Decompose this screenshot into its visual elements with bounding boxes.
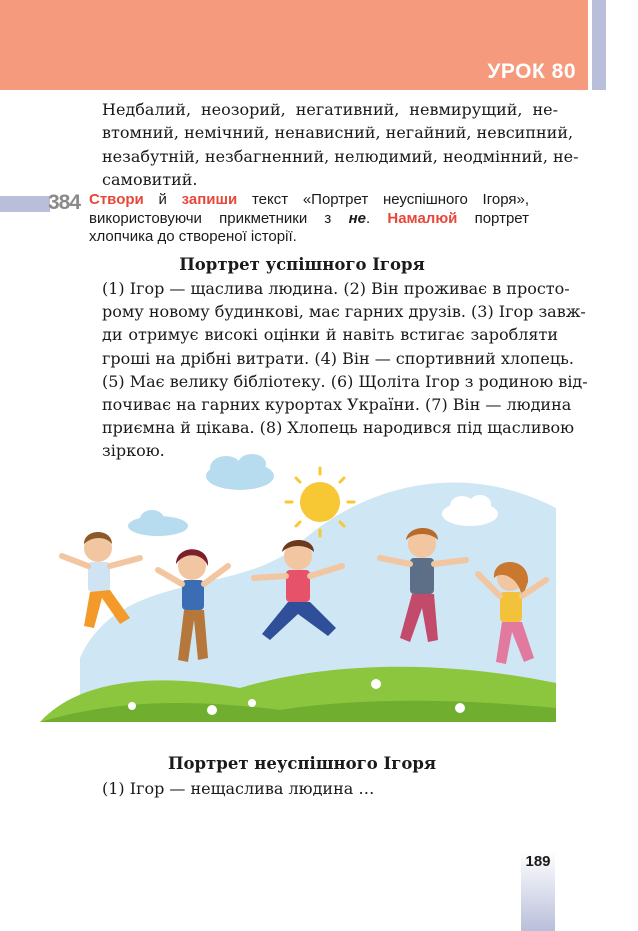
- story-line: приємна й цікава. (8) Хлопець народився під щасливою: [102, 418, 575, 438]
- story-line: почиває на гарних курортах України. (7) Він — людина: [102, 395, 572, 415]
- story-title: Портрет неуспішного Ігоря: [167, 754, 437, 773]
- jumping-children-illustration: [40, 448, 556, 722]
- story-title: Портрет успішного Ігоря: [179, 255, 425, 274]
- story-line: зіркою.: [102, 441, 165, 461]
- sun-icon: [286, 468, 354, 536]
- exercise-task: [89, 191, 529, 247]
- task-text: текст «Портрет неуспішного Ігоря»,: [251, 191, 530, 208]
- word-list: [102, 98, 579, 191]
- task-text: використовуючи прикметники з: [89, 209, 332, 227]
- lesson-title: УРОК 80: [487, 60, 576, 83]
- exercise-marker-bar: [0, 196, 50, 212]
- cloud-icon: [206, 454, 274, 490]
- cloud-icon: [128, 510, 188, 536]
- task-verb: запиши: [181, 191, 238, 208]
- story-line: (1) Ігор — щаслива людина. (2) Він проживає в просто-: [102, 279, 570, 298]
- page-number: 189: [525, 853, 551, 870]
- task-line: [89, 191, 529, 210]
- task-line: [89, 210, 529, 229]
- exercise-number: 384: [48, 191, 81, 214]
- word-list-line: втомний, немічний, ненависний, негайний, невсипний,: [102, 123, 574, 143]
- task-particle: не: [348, 209, 366, 227]
- task-text: .: [365, 209, 371, 227]
- header-side-stripe: [592, 0, 606, 90]
- task-text: й: [158, 191, 167, 208]
- story-line: гроші на дрібні витрати. (4) Він — спортивний хлопець.: [102, 348, 574, 368]
- word-list-line: незабутній, незбагненний, нелюдимий, неодмінний, не-: [102, 146, 579, 166]
- task-verb: Намалюй: [387, 209, 458, 227]
- story-line: рому новому будинкові, має гарних друзів. (3) Ігор завж-: [102, 302, 586, 322]
- word-list-line: Недбалий, неозорий, негативний, невмирущий, не-: [102, 100, 558, 119]
- task-line: хлопчика до створеної історії.: [89, 228, 297, 245]
- task-verb: Створи: [89, 191, 144, 208]
- story-line: ди отримує високі оцінки й навіть встигає заробляти: [102, 325, 558, 345]
- word-list-line: самовитий.: [102, 169, 198, 189]
- story-line: (5) Має велику бібліотеку. (6) Щоліта Ігор з родиною від-: [102, 371, 588, 391]
- story-line: (1) Ігор — нещаслива людина …: [102, 779, 375, 798]
- task-text: портрет: [474, 209, 529, 227]
- story-paragraph: [102, 277, 588, 463]
